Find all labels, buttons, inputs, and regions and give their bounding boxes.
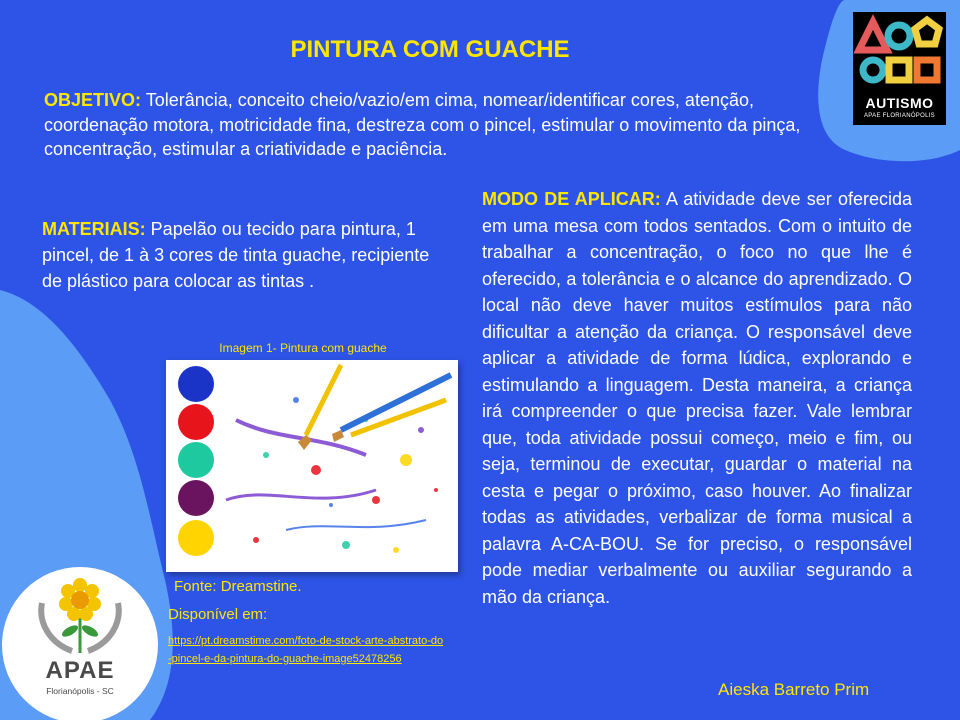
objective-text: Tolerância, conceito cheio/vazio/em cima, nomear/identificar cores, atenção, coordenação motora, motricidade fina, destreza com o pincel, estimular o movimento da pinça, concentração, estimular a criatividade e paciência. [44,90,801,159]
mode-label: MODO DE APLICAR: [482,189,661,209]
painting-illustration [166,360,458,572]
author-name: Aieska Barreto Prim [718,680,870,699]
materials-label: MATERIAIS: [42,219,146,239]
apae-logo [30,573,130,703]
autism-logo-sub: APAE FLORIANÓPOLIS [864,113,935,119]
mode-paragraph [482,186,912,610]
materials-text: Papelão ou tecido para pintura, 1 pincel, de 1 à 3 cores de tinta guache, recipiente de plástico para colocar as tintas . [42,219,430,291]
painting-image [166,360,458,572]
image-caption: Imagem 1- Pintura com guache [219,341,387,355]
paint-pot [178,480,214,516]
brush-icon [298,365,451,450]
apae-logo-sub: Florianópolis - SC [46,686,114,696]
image-source: Fonte: Dreamstine. [174,578,302,595]
autism-shapes-icon [853,12,946,92]
autism-logo [853,12,946,125]
available-label: Disponível em: [168,606,268,623]
source-link[interactable]: https://pt.dreamstime.com/foto-de-stock-arte-abstrato-do-pincel-e-da-pintura-do-guache-image52478256 [168,635,444,665]
paint-pot [178,442,214,478]
objective-paragraph [44,88,804,162]
autism-logo-name: AUTISMO [865,95,934,111]
flower-hands-icon [30,573,130,661]
paint-pot [178,520,214,556]
paint-pots [178,366,214,556]
objective-label: OBJETIVO: [44,90,142,110]
mode-text: A atividade deve ser oferecida em uma mesa com todos sentados. Com o intuito de trabalhar a concentração, o foco no que lhe é oferecido, a tolerância e o alcance do aprendizado. O local não deve haver muitos estímulos para não dificultar a atenção da criança. O responsável deve aplicar a atividade de forma lúdica, explorando e estimulando a linguagem. Desta maneira, a criança irá compreender o que precisa fazer. Vale lembrar que, toda atividade possui começo, meio e fim, ou seja, terminou de executar, guardar o material na cesta e pegar o próximo, caso houver. Ao finalizar todas as atividades, verbalizar de forma musical a palavra A-CA-BOU. Se for preciso, o responsável pode mediar verbalmente ou auxiliar segurando a mão da criança. [482,189,912,607]
paint-pot [178,404,214,440]
apae-logo-name: APAE [45,657,115,684]
paint-pot [178,366,214,402]
materials-paragraph [42,216,452,294]
page-title: PINTURA COM GUACHE [290,36,570,63]
